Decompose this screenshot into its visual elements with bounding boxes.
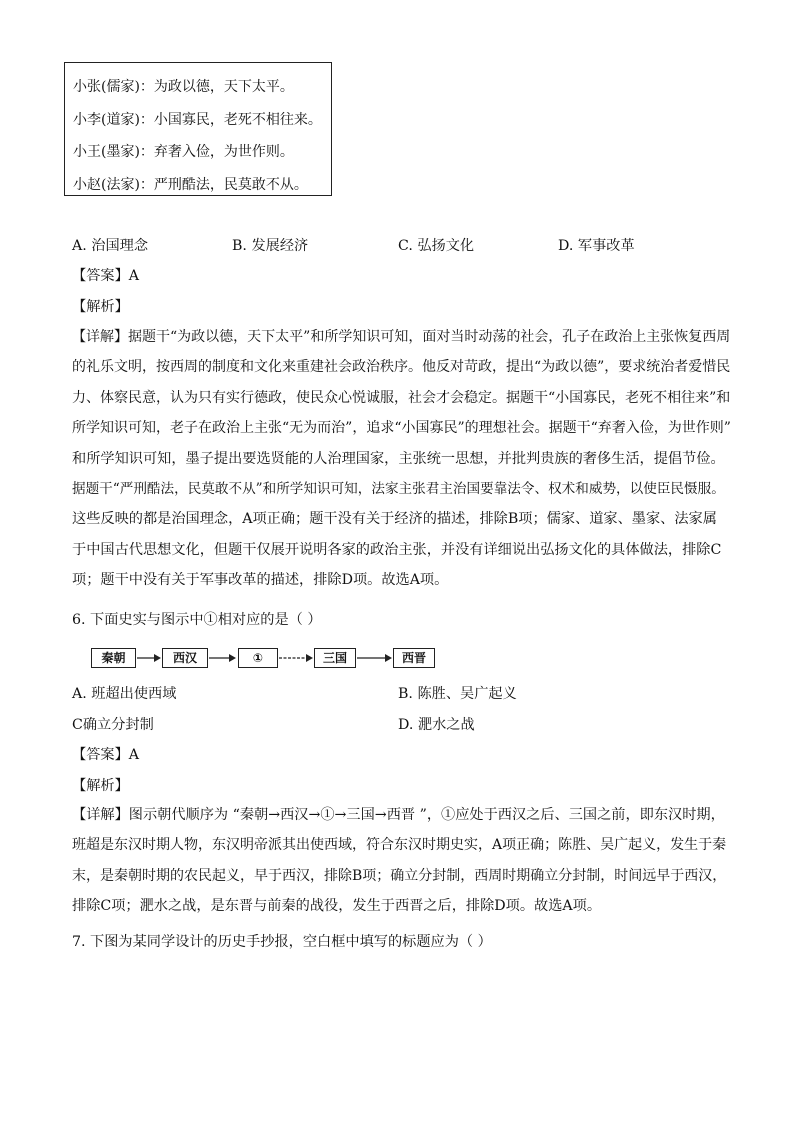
q5-detail-line: 力、体察民意，认为只有实行德政，使民众心悦诚服，社会才会稳定。据题干“小国寡民，老死不相往来”和 bbox=[72, 389, 731, 406]
arrow-right-icon bbox=[279, 652, 313, 664]
arrow-right-icon bbox=[209, 652, 236, 664]
flow-box-qin: 秦朝 bbox=[91, 648, 136, 668]
q6-detail-line: 班超是东汉时期人物，东汉明帝派其出使西域，符合东汉时期史实，A项正确；陈胜、吴广起义，发生于秦 bbox=[72, 837, 727, 854]
flow-box-western-han: 西汉 bbox=[162, 648, 208, 668]
flow-box-three-kingdoms: 三国 bbox=[314, 648, 356, 668]
dynasty-flow-diagram bbox=[91, 648, 436, 668]
q6-detail-line: 末，是秦朝时期的农民起义，早于西汉，排除B项；确立分封制，西周时期确立分封制，时间远早于西汉， bbox=[72, 867, 727, 884]
q5-detail-line: 【详解】据题干“为政以德，天下太平”和所学知识可知，面对当时动荡的社会，孔子在政治上主张恢复西周 bbox=[72, 329, 731, 345]
q6-option-d: D. 淝水之战 bbox=[398, 717, 475, 733]
q6-detail-line: 【详解】图示朝代顺序为 “秦朝→西汉→①→三国→西晋 ”，①应处于西汉之后、三国之前，即东汉时期， bbox=[72, 807, 725, 823]
q5-answer: 【答案】A bbox=[72, 268, 139, 284]
quote-line: 小赵(法家)：严刑酷法，民莫敢不从。 bbox=[73, 176, 308, 193]
arrow-right-icon bbox=[357, 652, 392, 664]
q6-analysis-heading: 【解析】 bbox=[72, 778, 129, 794]
q5-detail-line: 项；题干中没有关于军事改革的描述，排除D项。故选A项。 bbox=[72, 572, 449, 589]
q5-detail-line: 所学知识可知，老子在政治上主张“无为而治”，追求“小国寡民”的理想社会。据题干“弃奢入俭，为世作则” bbox=[72, 420, 731, 437]
q6-answer: 【答案】A bbox=[72, 747, 139, 763]
q6-option-a: A. 班超出使西域 bbox=[72, 686, 177, 702]
q6-detail-line: 排除C项；淝水之战，是东晋与前秦的战役，发生于西晋之后，排除D项。故选A项。 bbox=[72, 898, 602, 915]
q5-detail-line: 于中国古代思想文化，但题干仅展开说明各家的政治主张，并没有详细说出弘扬文化的具体做法，排除C bbox=[72, 541, 722, 558]
q5-detail-line: 这些反映的都是治国理念，A项正确；题干没有关于经济的描述，排除B项；儒家、道家、墨家、法家属 bbox=[72, 511, 717, 528]
quote-box bbox=[64, 62, 332, 196]
quote-line: 小李(道家)：小国寡民，老死不相往来。 bbox=[73, 111, 322, 128]
q5-detail-line: 和所学知识可知，墨子提出要选贤能的人治理国家，主张统一思想，并批判贵族的奢侈生活，提倡节俭。 bbox=[72, 450, 725, 467]
q5-option-d: D. 军事改革 bbox=[558, 238, 635, 254]
q6-option-c: C确立分封制 bbox=[72, 717, 154, 733]
q5-option-c: C. 弘扬文化 bbox=[398, 238, 475, 254]
q7-question: 7. 下图为某同学设计的历史手抄报，空白框中填写的标题应为（ ） bbox=[72, 934, 492, 950]
quote-line: 小王(墨家)：弃奢入俭，为世作则。 bbox=[73, 144, 294, 160]
q5-analysis-heading: 【解析】 bbox=[72, 299, 129, 315]
q5-detail-line: 据题干“严刑酷法，民莫敢不从”和所学知识可知，法家主张君主治国要靠法令、权术和威势，以使臣民慑服。 bbox=[72, 481, 725, 498]
q5-detail-line: 的礼乐文明，按西周的制度和文化来重建社会政治秩序。他反对苛政，提出“为政以德”，要求统治者爱惜民 bbox=[72, 359, 731, 376]
q6-question: 6. 下面史实与图示中①相对应的是（ ） bbox=[72, 612, 322, 628]
flow-box-western-jin: 西晋 bbox=[393, 648, 435, 668]
q6-detail-paragraph bbox=[72, 800, 734, 922]
q5-option-b: B. 发展经济 bbox=[232, 238, 309, 254]
q5-detail-paragraph bbox=[72, 322, 734, 596]
flow-box-blank: ① bbox=[238, 648, 278, 668]
arrow-right-icon bbox=[137, 652, 161, 664]
quote-line: 小张(儒家)：为政以德，天下太平。 bbox=[73, 79, 294, 95]
q6-option-b: B. 陈胜、吴广起义 bbox=[398, 686, 517, 702]
q5-option-a: A. 治国理念 bbox=[72, 238, 149, 254]
